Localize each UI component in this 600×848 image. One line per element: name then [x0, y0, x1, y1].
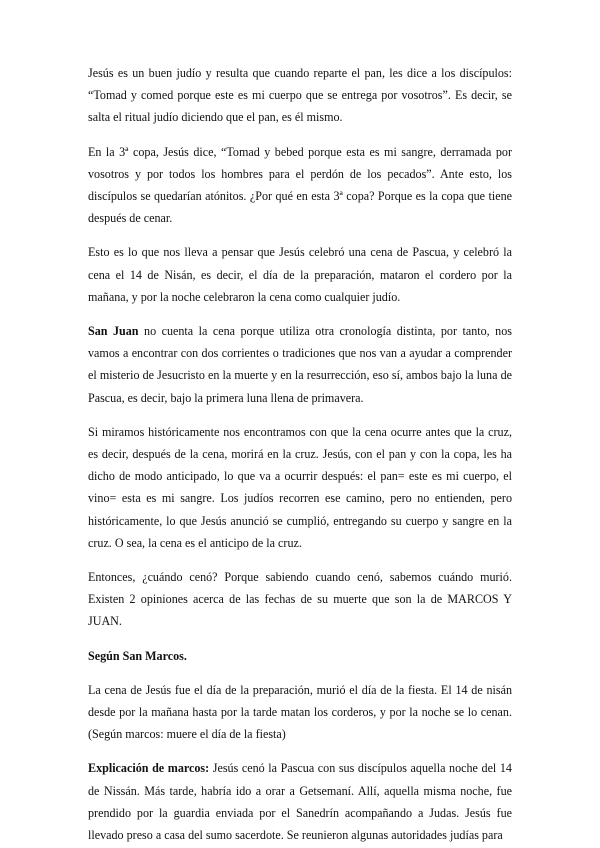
paragraph-text: En la 3ª copa, Jesús dice, “Tomad y bebed porque esta es mi sangre, derramada por vosotros y por todos los hombres para el perdón de los pecados”. Ante esto, los discípulos se quedarían atónitos. ¿Por qué en esta 3ª copa? Porque es la copa que tiene después de cenar. [88, 144, 512, 226]
paragraph-4 [88, 320, 512, 409]
paragraph-7 [88, 679, 512, 746]
paragraph-bold-lead: Explicación de marcos: [88, 761, 210, 776]
paragraph-text: no cuenta la cena porque utiliza otra cronología distinta, por tanto, nos vamos a encontrar con dos corrientes o tradiciones que nos van a ayudar a comprender el misterio de Jesucristo en la muerte y en la resurrección, eso sí, ambos bajo la luna de Pascua, es decir, bajo la primera luna llena de primavera. [88, 324, 512, 405]
paragraph-text: Jesús es un buen judío y resulta que cuando reparte el pan, les dice a los discípulos: “Tomad y comed porque este es mi cuerpo que se entrega por vosotros”. Es decir, se salta el ritual judío diciendo que el pan, es él mismo. [88, 66, 512, 125]
paragraph-3 [88, 241, 512, 308]
heading-text: Según San Marcos. [88, 648, 187, 663]
paragraph-text: Si miramos históricamente nos encontramos con que la cena ocurre antes que la cruz, es decir, después de la cena, morirá en la cruz. Jesús, con el pan y con la copa, les ha dicho de modo anticipado, lo que va a ocurrir después: el pan= este es mi cuerpo, el vino= esta es mi sangre. Los judíos recorren ese camino, pero no entienden, pero históricamente, lo que Jesús anunció se cumplió, entregando su cuerpo y sangre en la cruz. O sea, la cena es el anticipo de la cruz. [88, 424, 512, 550]
section-heading-san-marcos [88, 645, 512, 667]
paragraph-text: Jesús cenó la Pascua con sus discípulos aquella noche del 14 de Nissán. Más tarde, habría ido a orar a Getsemaní. Allí, aquella misma noche, fue prendido por la guardia enviada por el Sanedrín acompañando a Judas. Jesús fue llevado preso a casa del sumo sacerdote. Se reunieron algunas autoridades judías para [88, 761, 512, 843]
paragraph-8 [88, 757, 512, 846]
paragraph-text: Esto es lo que nos lleva a pensar que Jesús celebró una cena de Pascua, y celebró la cena el 14 de Nisán, es decir, el día de la preparación, mataron el cordero por la mañana, y por la noche celebraron la cena como cualquier judío. [88, 245, 512, 304]
paragraph-text: Entonces, ¿cuándo cenó? Porque sabiendo cuando cenó, sabemos cuándo murió. Existen 2 opiniones acerca de las fechas de su muerte que son la de MARCOS Y JUAN. [88, 570, 512, 629]
paragraph-2 [88, 141, 512, 230]
paragraph-5 [88, 421, 512, 554]
paragraph-1 [88, 62, 512, 129]
paragraph-text: La cena de Jesús fue el día de la preparación, murió el día de la fiesta. El 14 de nisán desde por la mañana hasta por la tarde matan los corderos, y por la noche se lo cenan. (Según marcos: muere el día de la fiesta) [88, 682, 512, 742]
paragraph-bold-lead: San Juan [88, 324, 139, 339]
paragraph-6 [88, 566, 512, 633]
